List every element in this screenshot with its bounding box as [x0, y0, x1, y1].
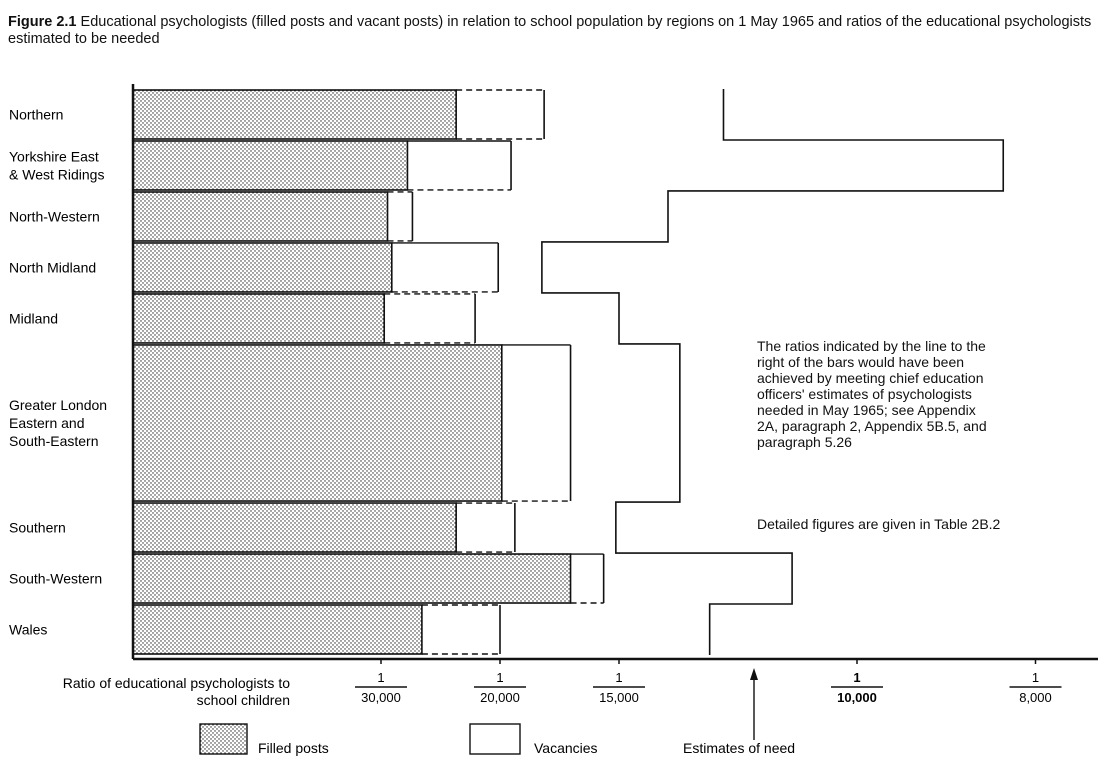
- legend-need-label: Estimates of need: [683, 740, 796, 756]
- filled-posts-bar: [133, 345, 502, 501]
- x-tick: [355, 659, 407, 705]
- x-axis-label: Ratio of educational psychologists to school children: [62, 675, 290, 708]
- category-row: [9, 243, 498, 292]
- category-label: North Midland: [9, 259, 97, 276]
- x-tick-numerator: 1: [853, 670, 861, 685]
- category-label: South-Western: [9, 570, 103, 587]
- filled-posts-bar: [133, 294, 384, 343]
- figure-number: Figure 2.1: [8, 14, 77, 30]
- x-tick-numerator: 1: [1031, 670, 1040, 685]
- category-label: Northern: [9, 106, 64, 123]
- legend-vacancy-swatch: [470, 724, 520, 754]
- x-tick-denominator: 20,000: [480, 690, 520, 705]
- category-row: [9, 345, 571, 501]
- filled-posts-bar: [133, 554, 571, 603]
- x-tick-denominator: 8,000: [1019, 690, 1052, 705]
- filled-posts-bar: [133, 141, 407, 190]
- x-tick-denominator: 10,000: [837, 690, 877, 705]
- category-row: [9, 503, 515, 552]
- detail-annotation: Detailed figures are given in Table 2B.2: [757, 516, 1001, 532]
- filled-posts-bar: [133, 605, 422, 654]
- category-label: Midland: [9, 310, 59, 327]
- x-tick-denominator: 15,000: [599, 690, 639, 705]
- x-tick-numerator: 1: [377, 670, 385, 685]
- filled-posts-bar: [133, 90, 456, 139]
- category-row: [9, 605, 500, 654]
- category-row: [9, 554, 604, 603]
- x-tick-denominator: 30,000: [361, 690, 401, 705]
- category-label: Southern: [9, 519, 66, 536]
- chart-annotation: The ratios indicated by the line to the right of the bars would have been achieved by meeting chief education officers' estimates of psychologists needed in May 1965; see Appendix 2A, paragraph 2, Appendix 5B.5, and paragraph 5.26: [757, 338, 987, 450]
- x-tick: [593, 659, 645, 705]
- bars-layer: [9, 90, 604, 654]
- category-row: [9, 294, 475, 343]
- figure-caption: Educational psychologists (filled posts and vacant posts) in relation to school population by regions on 1 May 1965 and ratios of the educational psychologists estimated to be needed: [8, 14, 1092, 47]
- category-row: [9, 192, 412, 241]
- x-tick-numerator: 1: [615, 670, 623, 685]
- x-tick: [1010, 659, 1062, 705]
- filled-posts-bar: [133, 192, 388, 241]
- category-row: [9, 90, 544, 139]
- legend-filled-swatch: [200, 724, 247, 754]
- need-arrow-head: [750, 668, 758, 680]
- x-tick: [831, 659, 883, 705]
- category-label: Yorkshire East & West Ridings: [9, 148, 105, 183]
- filled-posts-bar: [133, 243, 392, 292]
- category-label: Wales: [9, 621, 48, 638]
- legend-vacancy-label: Vacancies: [534, 740, 598, 756]
- category-label: Greater London Eastern and South-Eastern: [9, 396, 108, 449]
- legend-filled-label: Filled posts: [258, 740, 329, 756]
- category-label: North-Western: [9, 208, 100, 225]
- x-tick: [474, 659, 526, 705]
- filled-posts-bar: [133, 503, 456, 552]
- category-row: [9, 141, 511, 190]
- x-tick-numerator: 1: [496, 670, 504, 685]
